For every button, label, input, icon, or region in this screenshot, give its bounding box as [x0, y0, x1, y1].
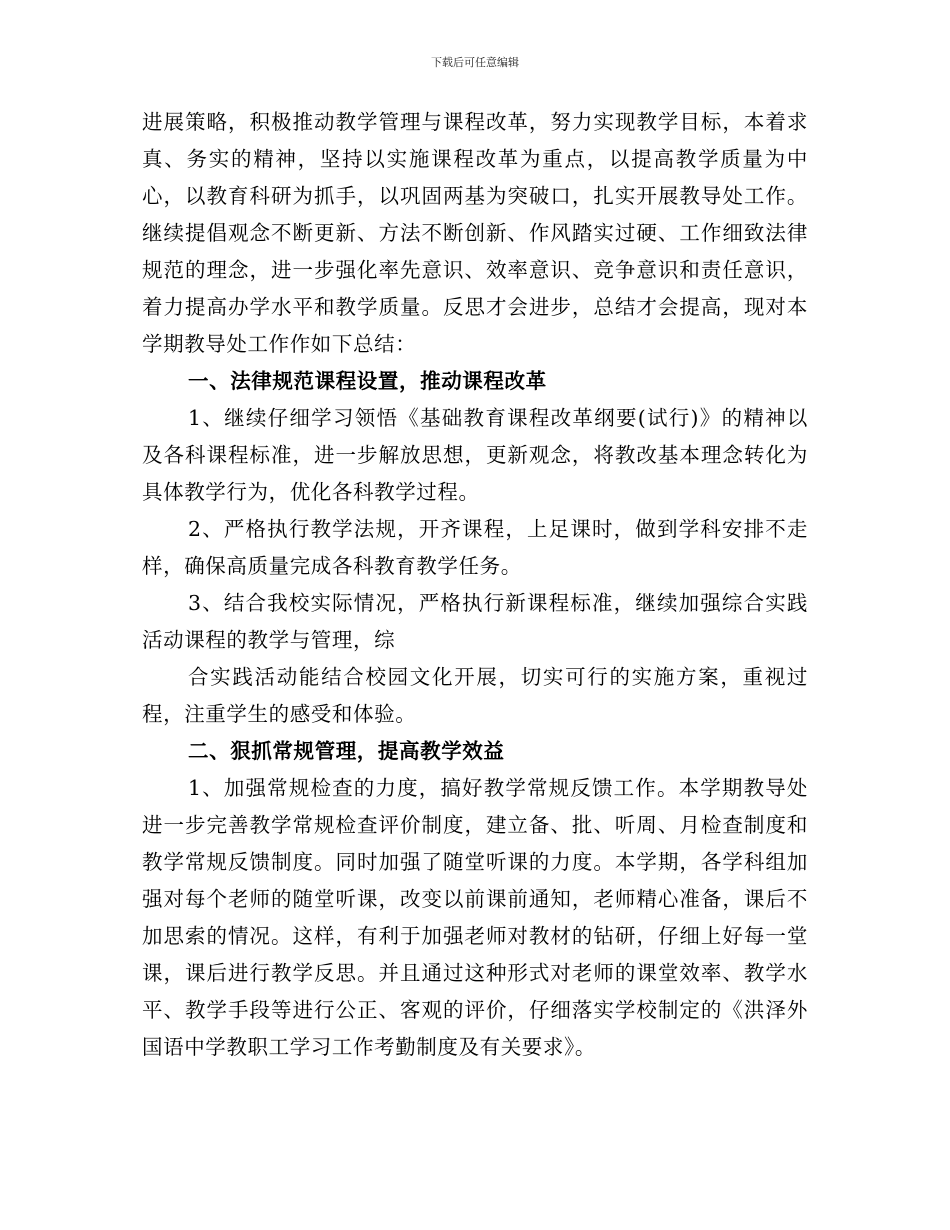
- section1-item-2: 2、严格执行教学法规，开齐课程，上足课时，做到学科安排不走样，确保高质量完成各科教育教学任务。: [142, 517, 808, 578]
- section1-item-3: 3、结合我校实际情况，严格执行新课程标准，继续加强综合实践活动课程的教学与管理，综: [142, 591, 808, 652]
- section1-item-1: 1、继续仔细学习领悟《基础教育课程改革纲要(试行)》的精神以及各科课程标准，进一步解放思想，更新观念，将教改基本理念转化为具体教学行为，优化各科教学过程。: [142, 406, 808, 504]
- section1-item-3-continued: 合实践活动能结合校园文化开展，切实可行的实施方案，重视过程，注重学生的感受和体验。: [142, 665, 808, 726]
- document-body: [142, 104, 808, 1066]
- section-heading-2: 二、狠抓常规管理，提高教学效益: [188, 739, 505, 763]
- intro-paragraph: 进展策略，积极推动教学管理与课程改革，努力实现教学目标，本着求真、务实的精神，坚持以实施课程改革为重点，以提高教学质量为中心，以教育科研为抓手，以巩固两基为突破口，扎实开展教导处工作。继续提倡观念不断更新、方法不断创新、作风踏实过硬、工作细致法律规范的理念，进一步强化率先意识、效率意识、竞争意识和责任意识，着力提高办学水平和教学质量。反思才会进步，总结才会提高，现对本学期教导处工作作如下总结：: [142, 110, 808, 356]
- section-heading-1: 一、法律规范课程设置，推动课程改革: [188, 369, 547, 393]
- page-header: 下载后可任意编辑: [431, 56, 519, 69]
- section2-item-1: 1、加强常规检查的力度，搞好教学常规反馈工作。本学期教导处进一步完善教学常规检查评价制度，建立备、批、听周、月检查制度和教学常规反馈制度。同时加强了随堂听课的力度。本学期，各学科组加强对每个老师的随堂听课，改变以前课前通知，老师精心准备，课后不加思索的情况。这样，有利于加强老师对教材的钻研，仔细上好每一堂课，课后进行教学反思。并且通过这种形式对老师的课堂效率、教学水平、教学手段等进行公正、客观的评价，仔细落实学校制定的《洪泽外国语中学教职工学习工作考勤制度及有关要求》。: [142, 776, 808, 1059]
